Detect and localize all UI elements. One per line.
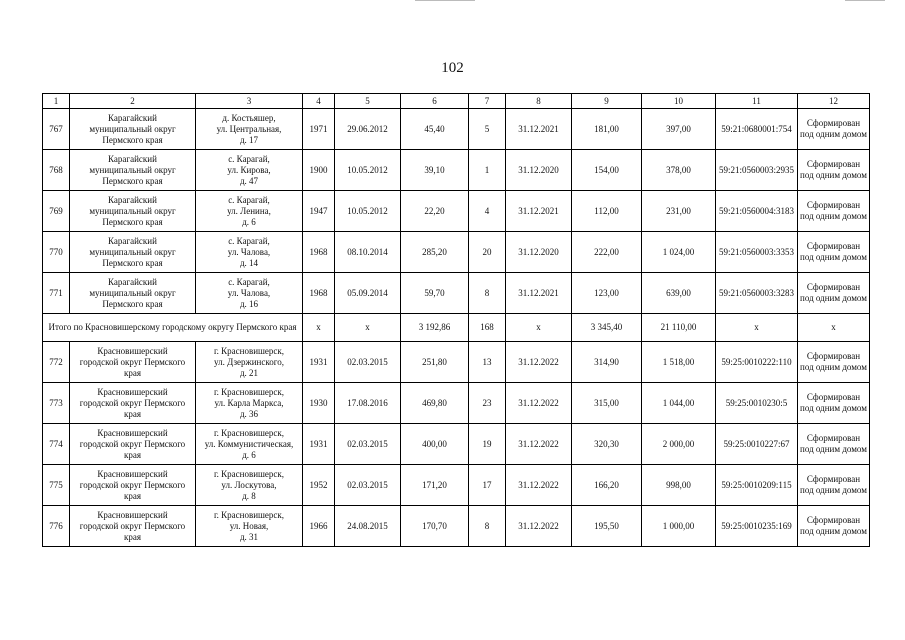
resident-count: 8 — [469, 506, 506, 547]
recognition-date: 29.06.2012 — [335, 109, 401, 150]
land-status-line: Сформирован — [806, 474, 861, 484]
land-status — [798, 424, 870, 465]
area: 39,10 — [401, 150, 469, 191]
municipality-line: муниципальный округ — [89, 205, 176, 216]
address-line: г. Красновишерск, — [213, 427, 285, 438]
municipality-line: Пермского края — [102, 216, 163, 227]
municipality-line: городской округ Пермского — [79, 479, 186, 490]
municipality — [70, 383, 196, 424]
deadline: 31.12.2022 — [506, 342, 572, 383]
recognition-date: 02.03.2015 — [335, 465, 401, 506]
address-line: д. 21 — [239, 367, 259, 378]
column-header: 8 — [506, 94, 572, 109]
municipality — [70, 342, 196, 383]
municipality — [70, 465, 196, 506]
land-status-line: под одним домом — [800, 170, 867, 180]
municipality-line: Пермского края — [102, 257, 163, 268]
scan-artifact — [415, 0, 475, 1]
table-row — [43, 150, 870, 191]
address-line: с. Карагай, — [228, 153, 270, 164]
value-10: 231,00 — [642, 191, 716, 232]
total-cell: x — [716, 314, 798, 342]
municipality-line: Пермского края — [102, 175, 163, 186]
year-built: 1947 — [303, 191, 335, 232]
value-9: 320,30 — [572, 424, 642, 465]
recognition-date: 24.08.2015 — [335, 506, 401, 547]
column-header: 5 — [335, 94, 401, 109]
value-10: 998,00 — [642, 465, 716, 506]
address — [196, 342, 303, 383]
column-header: 10 — [642, 94, 716, 109]
column-header: 12 — [798, 94, 870, 109]
column-header: 4 — [303, 94, 335, 109]
register-table — [42, 93, 870, 547]
value-9: 314,90 — [572, 342, 642, 383]
land-status-line: под одним домом — [800, 252, 867, 262]
cadastral-number: 59:25:0010222:110 — [716, 342, 798, 383]
address-line: д. 36 — [239, 408, 259, 419]
column-header: 3 — [196, 94, 303, 109]
address-line: д. 17 — [239, 134, 259, 145]
row-number: 776 — [43, 506, 70, 547]
municipality — [70, 424, 196, 465]
municipality-line: края — [123, 531, 141, 542]
year-built: 1931 — [303, 424, 335, 465]
column-header: 11 — [716, 94, 798, 109]
area: 469,80 — [401, 383, 469, 424]
address-line: ул. Центральная, — [216, 123, 282, 134]
land-status — [798, 273, 870, 314]
total-cell: x — [506, 314, 572, 342]
recognition-date: 10.05.2012 — [335, 150, 401, 191]
column-header: 2 — [70, 94, 196, 109]
area: 59,70 — [401, 273, 469, 314]
municipality — [70, 232, 196, 273]
land-status-line: Сформирован — [806, 282, 861, 292]
value-9: 315,00 — [572, 383, 642, 424]
cadastral-number: 59:21:0680001:754 — [716, 109, 798, 150]
land-status-line: под одним домом — [800, 129, 867, 139]
recognition-date: 17.08.2016 — [335, 383, 401, 424]
municipality — [70, 109, 196, 150]
year-built: 1900 — [303, 150, 335, 191]
address-line: д. 6 — [242, 449, 256, 460]
scan-artifact — [845, 0, 885, 1]
land-status-line: Сформирован — [806, 351, 861, 361]
year-built: 1971 — [303, 109, 335, 150]
address-line: д. 47 — [239, 175, 259, 186]
year-built: 1952 — [303, 465, 335, 506]
municipality-line: Карагайский — [108, 153, 157, 164]
land-status — [798, 383, 870, 424]
area: 285,20 — [401, 232, 469, 273]
address-line: с. Карагай, — [228, 235, 270, 246]
cadastral-number: 59:25:0010235:169 — [716, 506, 798, 547]
municipality-line: муниципальный округ — [89, 164, 176, 175]
municipality-line: Карагайский — [108, 235, 157, 246]
land-status-line: под одним домом — [800, 211, 867, 221]
row-number: 770 — [43, 232, 70, 273]
municipality — [70, 273, 196, 314]
land-status — [798, 150, 870, 191]
deadline: 31.12.2022 — [506, 465, 572, 506]
total-cell: x — [303, 314, 335, 342]
row-number: 774 — [43, 424, 70, 465]
address-line: г. Красновишерск, — [213, 386, 285, 397]
row-number: 767 — [43, 109, 70, 150]
address-line: д. 31 — [239, 531, 259, 542]
total-cell: 21 110,00 — [642, 314, 716, 342]
address-line: ул. Дзержинского, — [214, 356, 284, 367]
municipality-line: Красновишерский — [97, 345, 168, 356]
row-number: 769 — [43, 191, 70, 232]
table-row — [43, 273, 870, 314]
resident-count: 5 — [469, 109, 506, 150]
land-status-line: под одним домом — [800, 444, 867, 454]
land-status — [798, 465, 870, 506]
row-number: 771 — [43, 273, 70, 314]
table-row — [43, 465, 870, 506]
total-cell: 3 345,40 — [572, 314, 642, 342]
column-header: 6 — [401, 94, 469, 109]
table-row — [43, 191, 870, 232]
municipality — [70, 150, 196, 191]
row-number: 773 — [43, 383, 70, 424]
address-line: ул. Лоскутова, — [221, 479, 277, 490]
value-10: 1 024,00 — [642, 232, 716, 273]
land-status-line: Сформирован — [806, 159, 861, 169]
land-status-line: Сформирован — [806, 392, 861, 402]
area: 170,70 — [401, 506, 469, 547]
address — [196, 109, 303, 150]
land-status-line: Сформирован — [806, 515, 861, 525]
municipality-line: городской округ Пермского — [79, 520, 186, 531]
resident-count: 17 — [469, 465, 506, 506]
resident-count: 4 — [469, 191, 506, 232]
land-status — [798, 342, 870, 383]
municipality-line: Красновишерский — [97, 427, 168, 438]
municipality-line: Пермского края — [102, 298, 163, 309]
table-row — [43, 232, 870, 273]
year-built: 1968 — [303, 273, 335, 314]
address-line: г. Красновишерск, — [213, 345, 285, 356]
cadastral-number: 59:25:0010230:5 — [716, 383, 798, 424]
cadastral-number: 59:21:0560003:2935 — [716, 150, 798, 191]
municipality-line: городской округ Пермского — [79, 438, 186, 449]
row-number: 768 — [43, 150, 70, 191]
address-line: г. Красновишерск, — [213, 468, 285, 479]
address — [196, 191, 303, 232]
resident-count: 19 — [469, 424, 506, 465]
resident-count: 8 — [469, 273, 506, 314]
year-built: 1930 — [303, 383, 335, 424]
value-10: 1 000,00 — [642, 506, 716, 547]
column-number-row — [43, 94, 870, 109]
area: 22,20 — [401, 191, 469, 232]
table-row — [43, 342, 870, 383]
land-status — [798, 191, 870, 232]
area: 45,40 — [401, 109, 469, 150]
address-line: д. 14 — [239, 257, 259, 268]
address-line: д. 16 — [239, 298, 259, 309]
value-10: 397,00 — [642, 109, 716, 150]
year-built: 1968 — [303, 232, 335, 273]
land-status — [798, 506, 870, 547]
municipality-line: края — [123, 367, 141, 378]
resident-count: 23 — [469, 383, 506, 424]
area: 171,20 — [401, 465, 469, 506]
cadastral-number: 59:21:0560003:3353 — [716, 232, 798, 273]
value-9: 195,50 — [572, 506, 642, 547]
area: 251,80 — [401, 342, 469, 383]
total-cell: 3 192,86 — [401, 314, 469, 342]
recognition-date: 05.09.2014 — [335, 273, 401, 314]
land-status-line: под одним домом — [800, 362, 867, 372]
row-number: 772 — [43, 342, 70, 383]
deadline: 31.12.2022 — [506, 506, 572, 547]
municipality-line: Карагайский — [108, 194, 157, 205]
municipality-line: Красновишерский — [97, 386, 168, 397]
land-status — [798, 109, 870, 150]
address-line: г. Красновишерск, — [213, 509, 285, 520]
cadastral-number: 59:21:0560003:3283 — [716, 273, 798, 314]
total-row — [43, 314, 870, 342]
address — [196, 465, 303, 506]
value-9: 112,00 — [572, 191, 642, 232]
land-status-line: под одним домом — [800, 403, 867, 413]
recognition-date: 10.05.2012 — [335, 191, 401, 232]
value-10: 639,00 — [642, 273, 716, 314]
address-line: ул. Чалова, — [227, 287, 271, 298]
land-status-line: Сформирован — [806, 433, 861, 443]
address-line: д. Костьяшер, — [222, 112, 276, 123]
column-header: 9 — [572, 94, 642, 109]
municipality-line: края — [123, 408, 141, 419]
municipality-line: городской округ Пермского — [79, 397, 186, 408]
land-status-line: под одним домом — [800, 526, 867, 536]
address-line: ул. Новая, — [229, 520, 269, 531]
deadline: 31.12.2021 — [506, 109, 572, 150]
deadline: 31.12.2021 — [506, 191, 572, 232]
address — [196, 273, 303, 314]
address — [196, 150, 303, 191]
deadline: 31.12.2022 — [506, 383, 572, 424]
municipality-line: Красновишерский — [97, 468, 168, 479]
total-cell: 168 — [469, 314, 506, 342]
address-line: ул. Кирова, — [227, 164, 271, 175]
column-header: 7 — [469, 94, 506, 109]
land-status-line: Сформирован — [806, 200, 861, 210]
column-header: 1 — [43, 94, 70, 109]
land-status-line: Сформирован — [806, 118, 861, 128]
cadastral-number: 59:25:0010209:115 — [716, 465, 798, 506]
table-row — [43, 506, 870, 547]
deadline: 31.12.2020 — [506, 150, 572, 191]
land-status — [798, 232, 870, 273]
address — [196, 506, 303, 547]
address-line: д. 8 — [242, 490, 256, 501]
municipality-line: Красновишерский — [97, 509, 168, 520]
value-10: 1 518,00 — [642, 342, 716, 383]
resident-count: 13 — [469, 342, 506, 383]
table-row — [43, 109, 870, 150]
address-line: ул. Карла Маркса, — [214, 397, 284, 408]
value-9: 123,00 — [572, 273, 642, 314]
page-number: 102 — [441, 60, 464, 76]
recognition-date: 08.10.2014 — [335, 232, 401, 273]
municipality-line: муниципальный округ — [89, 123, 176, 134]
address — [196, 232, 303, 273]
address-line: ул. Коммунистическая, — [204, 438, 294, 449]
address-line: ул. Чалова, — [227, 246, 271, 257]
total-label: Итого по Красновишерскому городскому округу Пермского края — [43, 314, 303, 342]
address-line: с. Карагай, — [228, 194, 270, 205]
municipality-line: Карагайский — [108, 276, 157, 287]
total-cell: x — [798, 314, 870, 342]
recognition-date: 02.03.2015 — [335, 424, 401, 465]
municipality — [70, 506, 196, 547]
resident-count: 20 — [469, 232, 506, 273]
municipality-line: городской округ Пермского — [79, 356, 186, 367]
area: 400,00 — [401, 424, 469, 465]
address — [196, 424, 303, 465]
value-10: 2 000,00 — [642, 424, 716, 465]
year-built: 1966 — [303, 506, 335, 547]
municipality-line: Карагайский — [108, 112, 157, 123]
total-cell: x — [335, 314, 401, 342]
value-9: 181,00 — [572, 109, 642, 150]
cadastral-number: 59:25:0010227:67 — [716, 424, 798, 465]
municipality-line: муниципальный округ — [89, 287, 176, 298]
deadline: 31.12.2020 — [506, 232, 572, 273]
value-9: 222,00 — [572, 232, 642, 273]
municipality-line: края — [123, 449, 141, 460]
table-row — [43, 383, 870, 424]
municipality — [70, 191, 196, 232]
address-line: ул. Ленина, — [227, 205, 271, 216]
value-10: 1 044,00 — [642, 383, 716, 424]
land-status-line: под одним домом — [800, 485, 867, 495]
municipality-line: муниципальный округ — [89, 246, 176, 257]
municipality-line: Пермского края — [102, 134, 163, 145]
address-line: с. Карагай, — [228, 276, 270, 287]
table-row — [43, 424, 870, 465]
resident-count: 1 — [469, 150, 506, 191]
address-line: д. 6 — [242, 216, 256, 227]
land-status-line: под одним домом — [800, 293, 867, 303]
municipality-line: края — [123, 490, 141, 501]
address — [196, 383, 303, 424]
year-built: 1931 — [303, 342, 335, 383]
row-number: 775 — [43, 465, 70, 506]
deadline: 31.12.2022 — [506, 424, 572, 465]
recognition-date: 02.03.2015 — [335, 342, 401, 383]
deadline: 31.12.2021 — [506, 273, 572, 314]
value-9: 154,00 — [572, 150, 642, 191]
value-10: 378,00 — [642, 150, 716, 191]
value-9: 166,20 — [572, 465, 642, 506]
land-status-line: Сформирован — [806, 241, 861, 251]
cadastral-number: 59:21:0560004:3183 — [716, 191, 798, 232]
